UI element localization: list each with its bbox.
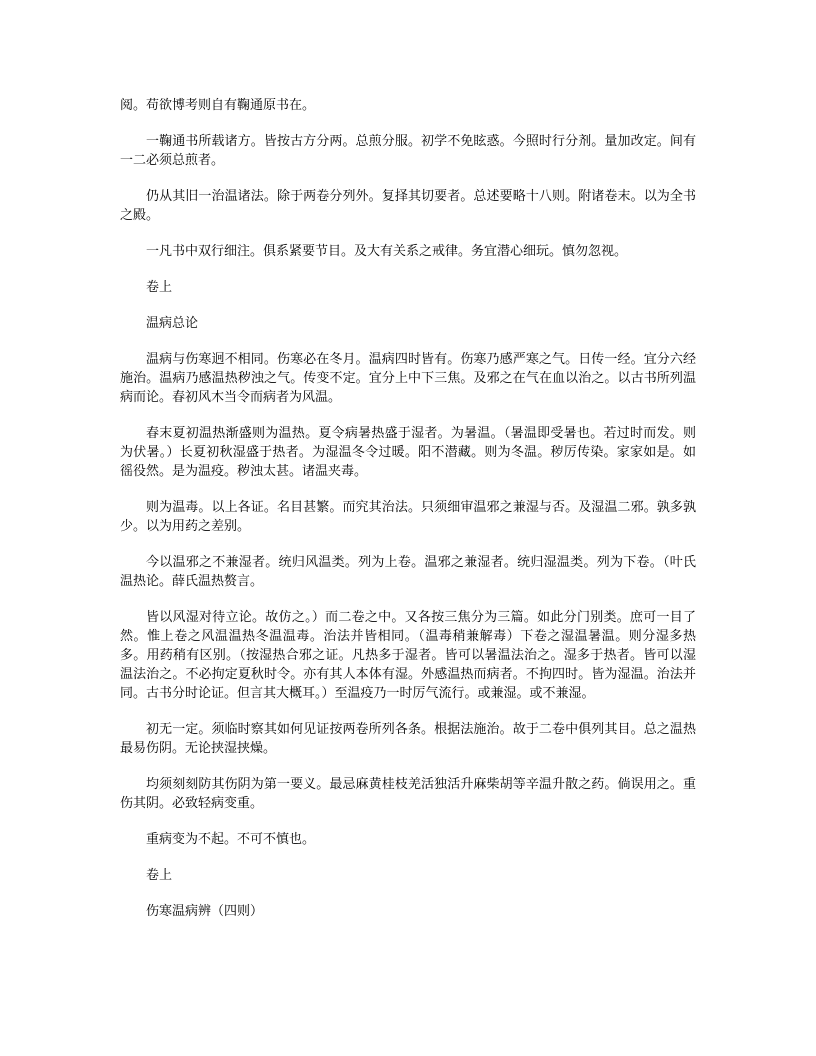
- paragraph-summary-note: 仍从其旧一治温诸法。除于两卷分列外。复择其切要者。总述要略十八则。附诸卷末。以为全书之殿。: [120, 189, 696, 223]
- paragraph-warm-toxin: 则为温毒。以上各证。名目甚繁。而究其治法。只须细审温邪之兼湿与否。及湿温二邪。孰多孰少。以为用药之差别。: [120, 500, 696, 534]
- paragraph-volume-division: 今以温邪之不兼湿者。统归风温类。列为上卷。温邪之兼湿者。统归湿温类。列为下卷。（叶氏温热论。薛氏温热赘言。: [120, 555, 696, 589]
- paragraph-annotation-note: 一凡书中双行细注。俱系紧要节目。及大有关系之戒律。务宜潜心细玩。慎勿忽视。: [146, 244, 628, 259]
- volume-heading-2: 卷上: [146, 868, 173, 883]
- paragraph-continuation: 阅。苟欲博考则自有鞠通原书在。: [120, 98, 316, 113]
- paragraph-protect-yin: 均须刻刻防其伤阴为第一要义。最忌麻黄桂枝羌活独活升麻柴胡等辛温升散之药。倘误用之。重伤其阴。必致轻病变重。: [120, 777, 696, 811]
- paragraph-warm-vs-cold: 温病与伤寒迥不相同。伤寒必在冬月。温病四时皆有。伤寒乃感严寒之气。日传一经。宜分六经施治。温病乃感温热秽浊之气。传变不定。宜分上中下三焦。及邪之在气在血以治之。以古书所列温病而论。春初风木当令而病者为风温。: [120, 352, 696, 405]
- volume-heading: 卷上: [146, 280, 173, 295]
- paragraph-three-jiao: 皆以风湿对待立论。故仿之。）而二卷之中。又各按三焦分为三篇。如此分门别类。庶可一目了然。惟上卷之风温温热冬温温毒。治法并皆相同。（温毒稍兼解毒）下卷之湿温暑温。则分湿多热多。用药稍有区别。（按湿热合邪之证。凡热多于湿者。皆可以暑温法治之。湿多于热者。皆可以湿温法治之。不必拘定夏秋时令。亦有其人本体有湿。外感温热而病者。不拘四时。皆为湿温。治法并同。古书分时论证。但言其大概耳。）至温疫乃一时厉气流行。或兼湿。或不兼湿。: [120, 610, 696, 701]
- document-page: [120, 96, 696, 938]
- section-heading-general-theory: 温病总论: [146, 316, 199, 331]
- section-heading-distinction: 伤寒温病辨（四则）: [146, 904, 264, 919]
- paragraph-seasonal-types: 春末夏初温热渐盛则为温热。夏令病暑热盛于湿者。为暑温。（暑温即受暑也。若过时而发。则为伏暑。）长夏初秋湿盛于热者。为湿温冬令过暖。阳不潜藏。则为冬温。秽厉传染。家家如是。如徭役然。是为温疫。秽浊太甚。诸温夹毒。: [120, 426, 696, 479]
- paragraph-clinical-observation: 初无一定。须临时察其如何见证按两卷所列各条。根据法施治。故于二卷中俱列其目。总之温热最易伤阴。无论挟湿挟燥。: [120, 722, 696, 756]
- paragraph-dosage-note: 一鞠通书所载诸方。皆按古方分两。总煎分服。初学不免眩惑。今照时行分剂。量加改定。间有一二必须总煎者。: [120, 134, 696, 168]
- paragraph-caution: 重病变为不起。不可不慎也。: [146, 832, 316, 847]
